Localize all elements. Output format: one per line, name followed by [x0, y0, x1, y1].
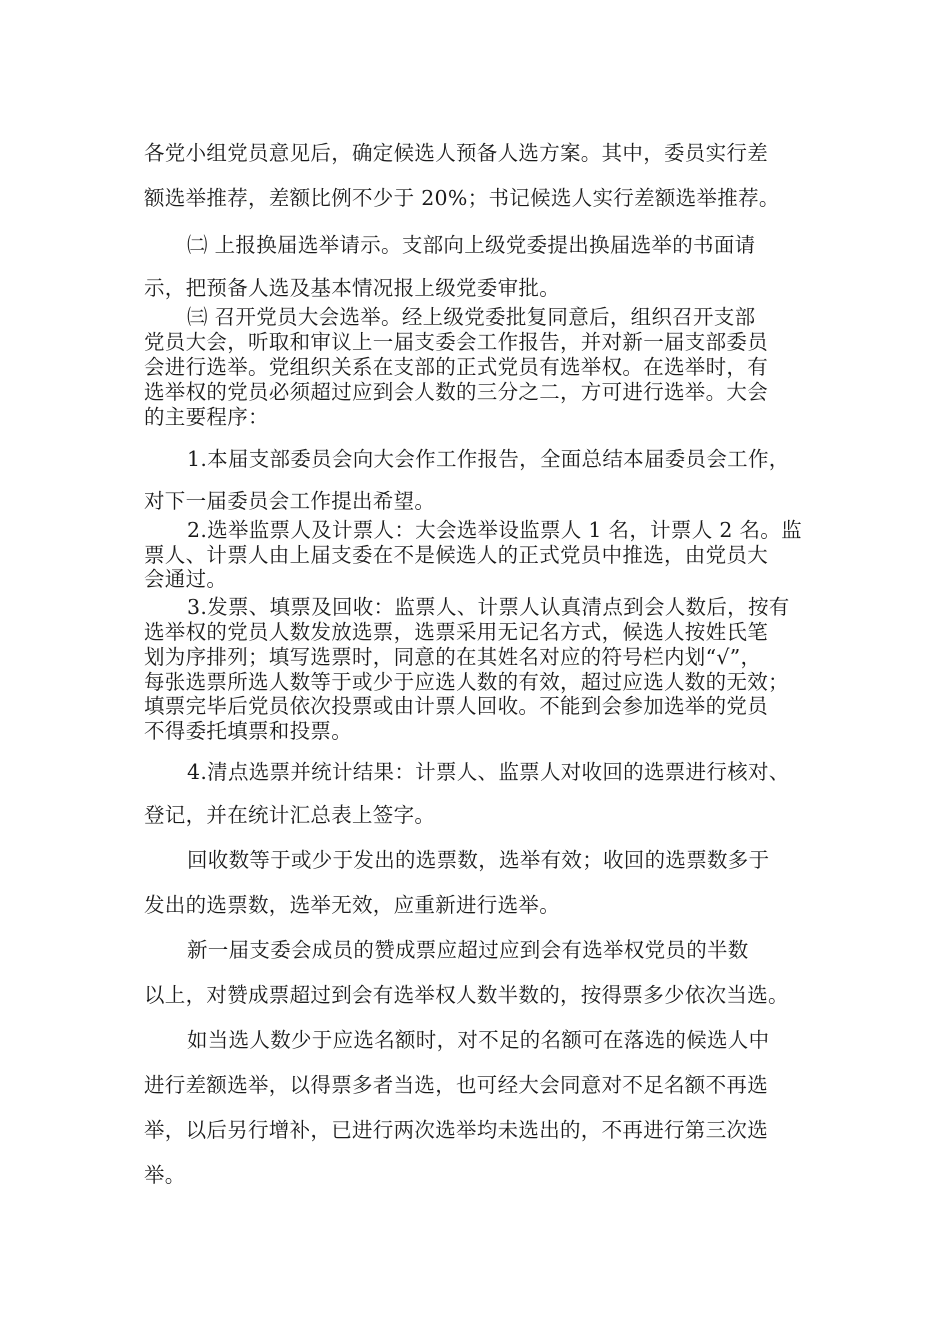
text-line: 对下一届委员会工作提出希望。 — [144, 489, 436, 513]
text-line: 回收数等于或少于发出的选票数，选举有效；收回的选票数多于 — [187, 848, 770, 872]
text-line: 举，以后另行增补，已进行两次选举均未选出的，不再进行第三次选 — [144, 1118, 768, 1142]
text-line: 发出的选票数，选举无效，应重新进行选举。 — [144, 893, 560, 917]
text-line: 会进行选举。党组织关系在支部的正式党员有选举权。在选举时，有 — [144, 355, 768, 379]
text-line: 选举权的党员必须超过应到会人数的三分之二，方可进行选举。大会 — [144, 380, 768, 404]
text-line: 会通过。 — [144, 567, 228, 591]
text-line: 登记，并在统计汇总表上签字。 — [144, 803, 436, 827]
text-line: 填票完毕后党员依次投票或由计票人回收。不能到会参加选举的党员 — [144, 694, 768, 718]
text-line: 进行差额选举，以得票多者当选，也可经大会同意对不足名额不再选 — [144, 1073, 768, 1097]
text-line: 4.清点选票并统计结果：计票人、监票人对收回的选票进行核对、 — [187, 760, 790, 784]
text-line: 票人、计票人由上届支委在不是候选人的正式党员中推选，由党员大 — [144, 543, 768, 567]
text-line: 举。 — [144, 1163, 186, 1187]
text-line: 不得委托填票和投票。 — [144, 719, 352, 743]
text-line: 1.本届支部委员会向大会作工作报告，全面总结本届委员会工作， — [187, 447, 790, 471]
text-line: 额选举推荐，差额比例不少于 20%；书记候选人实行差额选举推荐。 — [144, 186, 780, 210]
text-line: 的主要程序： — [144, 405, 269, 429]
text-line: 3.发票、填票及回收：监票人、计票人认真清点到会人数后，按有 — [187, 595, 790, 619]
text-line: 如当选人数少于应选名额时，对不足的名额可在落选的候选人中 — [187, 1028, 770, 1052]
text-line: 每张选票所选人数等于或少于应选人数的有效，超过应选人数的无效； — [144, 670, 789, 694]
text-line: ㈡ 上报换届选举请示。支部向上级党委提出换届选举的书面请 — [187, 233, 756, 257]
text-line: 选举权的党员人数发放选票，选票采用无记名方式，候选人按姓氏笔 — [144, 620, 768, 644]
text-line: 各党小组党员意见后，确定候选人预备人选方案。其中，委员实行差 — [144, 141, 768, 165]
text-line: 党员大会，听取和审议上一届支委会工作报告，并对新一届支部委员 — [144, 330, 768, 354]
text-line: 2.选举监票人及计票人：大会选举设监票人 1 名，计票人 2 名。监 — [187, 518, 802, 542]
text-line: 以上，对赞成票超过到会有选举权人数半数的，按得票多少依次当选。 — [144, 983, 789, 1007]
text-line: 划为序排列；填写选票时，同意的在其姓名对应的符号栏内划“√”， — [144, 645, 762, 669]
text-line: 新一届支委会成员的赞成票应超过应到会有选举权党员的半数 — [187, 938, 749, 962]
text-line: ㈢ 召开党员大会选举。经上级党委批复同意后，组织召开支部 — [187, 305, 756, 329]
text-line: 示，把预备人选及基本情况报上级党委审批。 — [144, 276, 560, 300]
